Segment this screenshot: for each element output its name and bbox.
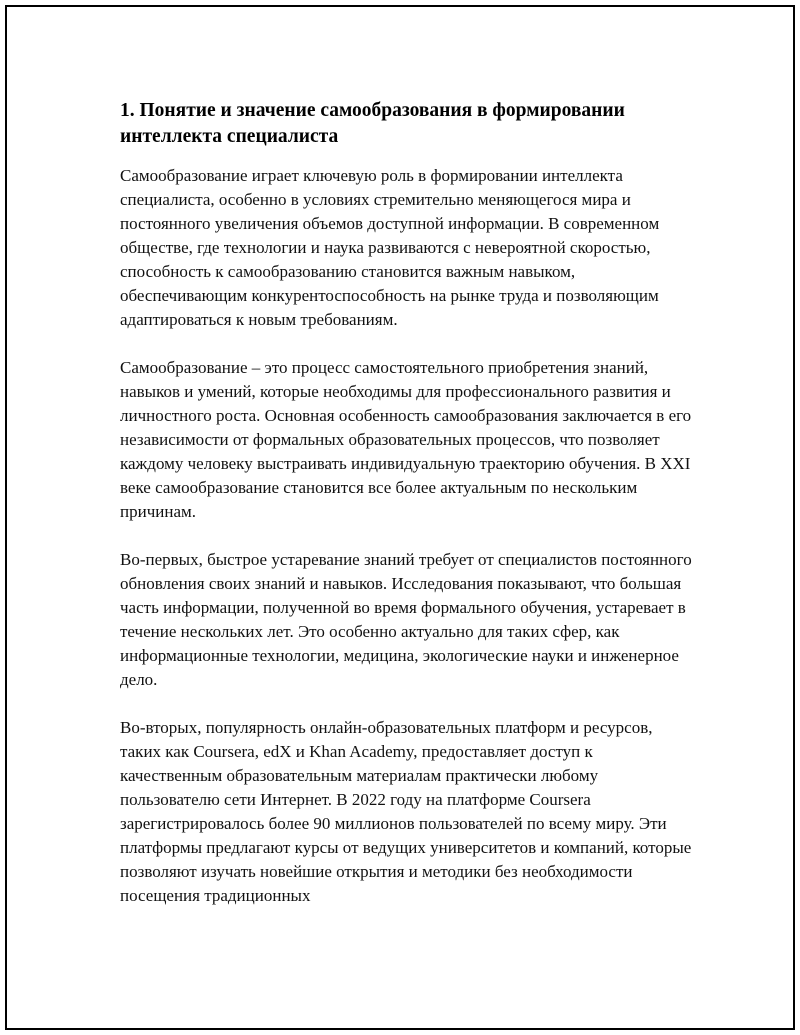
section-heading: 1. Понятие и значение самообразования в формировании интеллекта специалиста [120,100,625,147]
paragraph-2: Самообразование – это процесс самостоятельного приобретения знаний, навыков и умений, которые необходимы для профессионального развития и личностного роста. Основная особенность самообразования заключается в его независимости от формальных образовательных процессов, что позволяет каждому человеку выстраивать индивидуальную траекторию обучения. В XXI веке самообразование становится все более актуальным по нескольким причинам. [120,358,692,521]
paragraph-1: Самообразование играет ключевую роль в формировании интеллекта специалиста, особенно в условиях стремительно меняющегося мира и постоянного увеличения объемов доступной информации. В современном обществе, где технологии и наука развиваются с невероятной скоростью, способность к самообразованию становится важным навыком, обеспечивающим конкурентоспособность на рынке труда и позволяющим адаптироваться к новым требованиям. [120,166,660,329]
paragraph-3: Во-первых, быстрое устаревание знаний требует от специалистов постоянного обновления своих знаний и навыков. Исследования показывают, что большая часть информации, полученной во время формального обучения, устаревает в течение нескольких лет. Это особенно актуально для таких сфер, как информационные технологии, медицина, экологические науки и инженерное дело. [120,550,692,689]
paragraph-4: Во-вторых, популярность онлайн-образовательных платформ и ресурсов, таких как Coursera, edX и Khan Academy, предоставляет доступ к качественным образовательным материалам практически любому пользователю сети Интернет. В 2022 году на платформе Coursera зарегистрировалось более 90 миллионов пользователей по всему миру. Эти платформы предлагают курсы от ведущих университетов и компаний, которые позволяют изучать новейшие открытия и методики без необходимости посещения традиционных [120,718,692,905]
document-content [120,98,695,932]
document-page [5,5,795,1030]
